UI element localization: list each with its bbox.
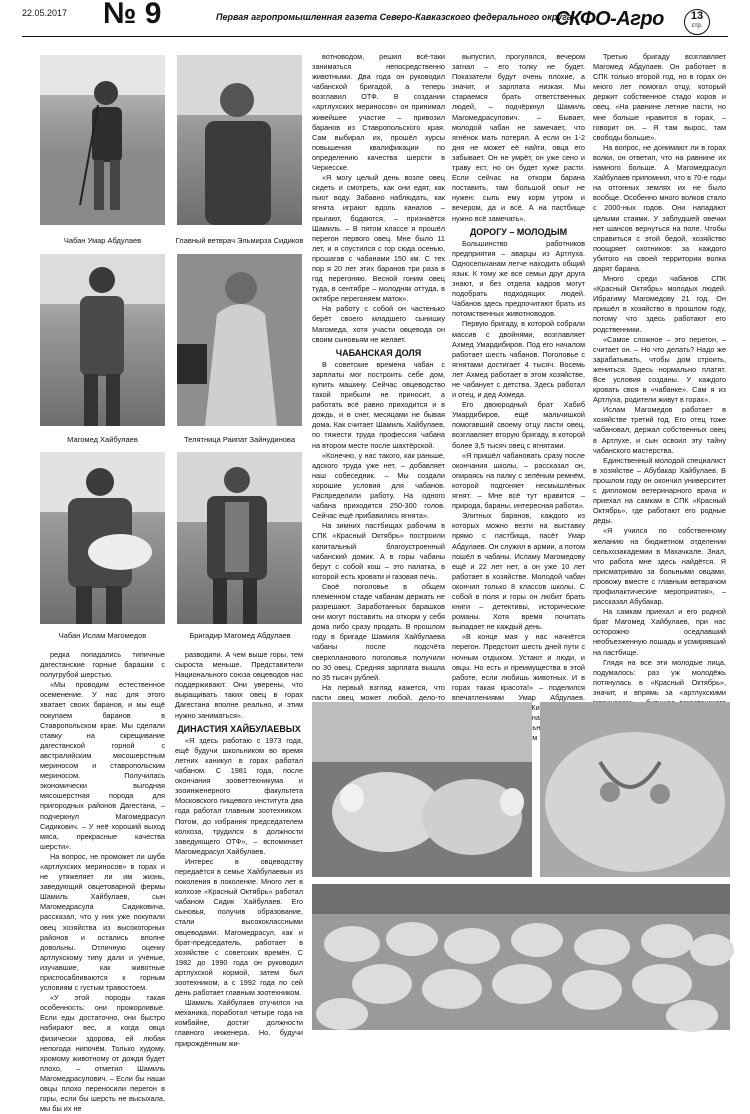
brand-logo: СКФО-Агро [555, 8, 664, 30]
issue-number: № 9 [103, 0, 162, 30]
photo-magomed-abdulaev [177, 452, 302, 624]
photo-raipat-zaynudinova [177, 254, 302, 426]
photo-islam-magomedov [40, 452, 165, 624]
photo-flock-of-sheep [312, 884, 730, 1030]
page-label: стр. [691, 23, 703, 29]
photo-sheep-closeup [312, 702, 532, 877]
section-heading: ЧАБАНСКАЯ ДОЛЯ [335, 347, 422, 358]
tagline: Первая агропромышленная газета Северо-Кавказского федерального округа [216, 12, 572, 22]
section-heading: ДОРОГУ – МОЛОДЫМ [469, 226, 568, 237]
article-column-1: вотноводом, решил всё-таки заниматься непосредственно животными. Два года он руководил чабанской бригадой, а теперь возглавил ОТФ. В создании «артлухских мериносов» он принимал живейшее участие – привозил баранов из Ставропольского края. Сам выбирал их, прошёл курсы повышения квалификации по определению качества шерсти в Черкесске. «Я могу целый день возле овец сидеть и смотреть, как они едят, как пьют воду. Забавно наблюдать, как ягнята играют вдоль каналов – прыгают, бодаются, – признаётся Шамиль. – В пятом классе я прошёл перегон первого овец. Мне было 11 лет, и я спустился с гор сюда осенью, прошагав с чабанами 150 км. С тех пор я 20 лет этих баранов три раза в год перегоняю. Весной гоним овец туда, в сентябре – молодняк оттуда, в октябре перегоняем маток». На работу с собой он частенько берёт своего младшего сынишку Магомеда, хотя участи овцевода он своим сыновьям не желает. ЧАБАНСКАЯ ДОЛЯ В советские времена чабан с зарплаты мог построить себе дом, купить машину. Сейчас овцеводство такой прибыли не приносит, а работать всё равно приходится и в дождь, и в снег, месяцами не бывая дома. Как считает Шамиль Хайбулаев, по тяжести труда профессия чабана на втором месте после шахтёрской. «Конечно, у нас такого, как раньше, адского труда уже нет, – добавляет наш собеседник. – Мы создали хорошие условия для чабанов. Распределили работу. На одного чабана приходится 250-300 голов. Сейчас ещё прибавились ягнята». На зимних пастбищах рабочим в СПК «Красный Октябрь» построили капитальный благоустроенный чабанский домик. А в горы чабаны берут с собой кош – это палатка, в которой есть кровати и газовая печь. Своё поголовье в общем племенном стаде чабанам держать не разрешают. Заработанных барашков они могут поставить на откорм у себя дома либо сразу продать. В прошлом году в бригаде Шамиля Хайбулаева чабаны после подсчёта сверхпланового поголовья получили по 30 овец. Средняя зарплата вышла по 35 тысяч рублей. На первый взгляд кажется, что пасти овец может любой, дело-то [312, 52, 445, 702]
photo-magomed-khaybulaev [40, 254, 165, 426]
article-column-bottom-2: разводили. А чем выше горы, тем сыроста меньше. Представители Национального союза овцеводов нас поддерживают. Они уверены, что выращивать таких овец в горах Дагестана вполне реально, и этим нужно заниматься». ДИНАСТИЯ ХАЙБУЛАЕВЫХ «Я здесь работаю с 1973 года, ещё будучи школьником во время летних каникул в горах работал чабаном. С 1981 года, после окончания зооветтехникума и зооинженерного факультета Московского пищевого института два года работал главным зоотехником. Потом, до избрания председателем колхоза, трудился в должности заведующего ОТФ», – вспоминает Магомедрасул Хайбулаев. Интерес в овцеводству передаётся в семье Хайбулаевых из поколения в поколение. Много лет в колхозе «Красный Октябрь» работал чабаном Сидик Хайбулаев. Его сыновья, получив образование, стали высококлассными овцеводами. Магомедрасул, как и брат-председатель, работает в хозяйстве с советских времён. С 1982 до 1990 года он руководил артлухской кормой, затем был зоотехником, а с 1992 года по сей день работает главным зоотехником. Шамиль Хайбулаев отучился на механика, поработал четыре года на комбайне, достиг должности главного инженера. Но, будучи прирождённым жи- [175, 650, 303, 1048]
photo-umar-abdulaev [40, 55, 165, 225]
article-column-bottom-1: редка попадались типичные дагестанские горные барашки с полугрубой шерстью. «Мы проводим естественное осеменение. У нас для этого хватает своих баранов, и мы ещё покупаем баранов в Ставропольском крае. Мы сделали ставку на скрещивание дагестанской горной с австралийским мясошерстным мериносом и ставропольским мериносом. Получилась экономически выгодная мясошерстная порода для пригородных районов Дагестана, – подчеркнул Магомедрасул Сидикович. – У неё хороший выход мяса, прекрасные качества шерсти». На вопрос, не проможет ли шуба «артлухских мериносов» в горах и не утяжеляет ли им жизнь, заведующий овцетоварной фермы Шамиль Хайбулаев, сын Магомедрасула Сидиковича, рассказал, что у них уже покупали овец хозяйства из высокогорных районов и остались вполне довольны. Отличную оценку артлухскому типу дали и учёные, изучавшие, как животные приспосабливаются к горным условиям с густым травостоем. «У этой породы такая особенность: они прожорливые. Если еды достаточно, они быстро набирают вес, а когда овца физически здорова, ей любая непогода нипочём. Только худому, хромому животному от дождя будет плохо, – отметил Шамиль Магомедрасулович. – Если бы наши овцы плохо переносили перегон в горы, если бы шерсть не высыхала, мы бы их не [40, 650, 165, 1114]
section-heading: ДИНАСТИЯ ХАЙБУЛАЕВЫХ [177, 723, 301, 734]
photo-caption: Бригадир Магомед Абдулаев [189, 631, 291, 640]
article-column-2: выпустил, прогулялся, вечером загнал – его толку не будет. Показатели будут очень плохие, а значит, и зарплата низкая. Мы стараемся брать ответственных людей, – подчёркнул Шамиль Магомедрасулович. – Бывает, молодой чабан не замечает, что ягнёнок мать потерял. А если он 1-2 дня не может её найти, овца его забывает. Он не умрёт, он уже сено и траву ест, но он будет хуже расти. Если сейчас на откорм барана поставить, там большой опыт не нужен: сыпь ему корм утром и вечером, да и всё. А на пастбище нужно всё замечать». ДОРОГУ – МОЛОДЫМ Большинство работников предприятия – аварцы из Артлуха. Односельчанам легче находить общий язык. К тому же все семьи друг друга знают, и без отдела кадров могут подобрать подходящих людей. Чабанов здесь предпочитают брать из потомственных животноводов. Первую бригаду, в которой собрали массив с двойнями, возглавляет Ахмед Умардибиров. Под его началом работает шесть чабанов. Поголовье с ягнятами достигает 4 тысяч. Восемь лет Ахмед работает в этом хозяйстве, не чабанует с детства. Здесь работал и отец, и дед Ахмеда. Его двоюродный брат Хабиб Умардибиров, ещё мальчишкой помогавший своему отцу пасти овец, возглавляет вторую бригаду, в которой более 3,5 тысяч овец с ягнятами. «Я пришёл чабановать сразу после окончания школы, – рассказал он, опираясь на палку с зелёным ремнём, которой подгоняет несмышлёных ягнят. – Мне всё тут нравится – природа, бараны, интересная работа». Элитных баранов, каждого из которых можно везти на выставку прямо с пастбища, пасёт Умар Абдулаев. Он служил в армии, а потом пошёл в чабаны. Исламу Магомедову ещё и 22 лет нет, а он уже 10 лет работает в хозяйстве. Молодой чабан окончил только 8 классов школы. С собой в поля и горы он любит брать книги – детективы, исторические романы. Хотя время почитать выпадает не каждый день. «В конце мая у нас начнётся перегон. Предстоит шесть дней пути с ночным отдыхом. Устают и люди, и овцы. Но есть и преимущества в этой работе, если любишь животных. И в горах такая красота!» – поделился впечатлениями Умар Абдулаев. на [452, 52, 585, 723]
article-column-3: Третью бригаду возглавляет Магомед Абдулаев. Он работает в СПК только второй год, но в горах он много лет помогал отцу, который держит собственное стадо коров и овец. «На равнине летние пасти, но мне больше нравится в горах, – говорит он. – Я там вырос, там свободы больше». На вопрос, не донимают ли в горах волки, он ответил, что на равнине их намного больше. А Магомедрасул Хайбулаев припомнил, что в 70-е годы на отгонных землях их не было вообще. Особенно много волков стало с 2000-ных годов. Они нападают целыми стаями. У заблудшей овечки нет шансов вернуться на поле. Чтобы справиться с этой бедой, хозяйство поощряет охотников: за каждого убитого на своей территории волка дарят барана. Много среди чабанов СПК «Красный Октябрь» молодых людей. Ибрагиму Магомедову 21 год. Он пришёл в хозяйство в прошлом году, потому что здесь работают его родственники. «Самое сложное – это перегон, – считает он. – Но что делать? Надо же зарабатывать, чтобы дом строить, жениться. Здесь нормально платят. Все условия созданы. У каждого кровать своя в «чабанке». Сам я из Артлуха, родители живут в горах». Ислам Магомедов работает в хозяйстве третий год. Его отец тоже чабановал, держал собственных овец в Артлухе, и сын освоил эту тайну чабанского мастерства. Единственный молодой специалист в хозяйстве – Абубакар Хайбулаев. В прошлом году он окончил университет с дипломом ветеринарного врача и приехал на самкам в СПК «Красный Октябрь», где работают его родные деды. «Я учился по собственному желанию на бюджетном отделении сельхозакадемии в Махачкале. Знал, что работа мне здесь найдётся. Я присматриваю за больными овцами, провожу вместе с главным ветврачом профилактические мероприятия», – рассказал Абубакар. На самкам приехал и его родной брат Магомед Хайбулаев, при нас осторожно оседлавший необъезженную лошадь и усмирявший на пастбище. Глядя на все эти молодые лица, подумалось: раз уж молодёжь потянулась в «Красный Октябрь», значит, и впрямь за «артлухскими [593, 52, 726, 697]
photo-caption: Магомед Хайбулаев [67, 435, 138, 444]
photo-wool-inspection [540, 702, 730, 877]
page-number-badge [684, 9, 710, 35]
photo-caption: Телятница Раипат Зайнудинова [183, 435, 296, 444]
header-rule [22, 36, 728, 37]
photo-caption: Главный ветврач Эльмирза Сидиков [175, 236, 304, 245]
page-number: 13 [690, 10, 704, 22]
photo-elmirza-sidikov [177, 55, 302, 225]
photo-caption: Чабан Умар Абдулаев [63, 236, 142, 245]
photo-caption: Чабан Ислам Магомедов [58, 631, 147, 640]
issue-date: 22.05.2017 [22, 8, 68, 18]
